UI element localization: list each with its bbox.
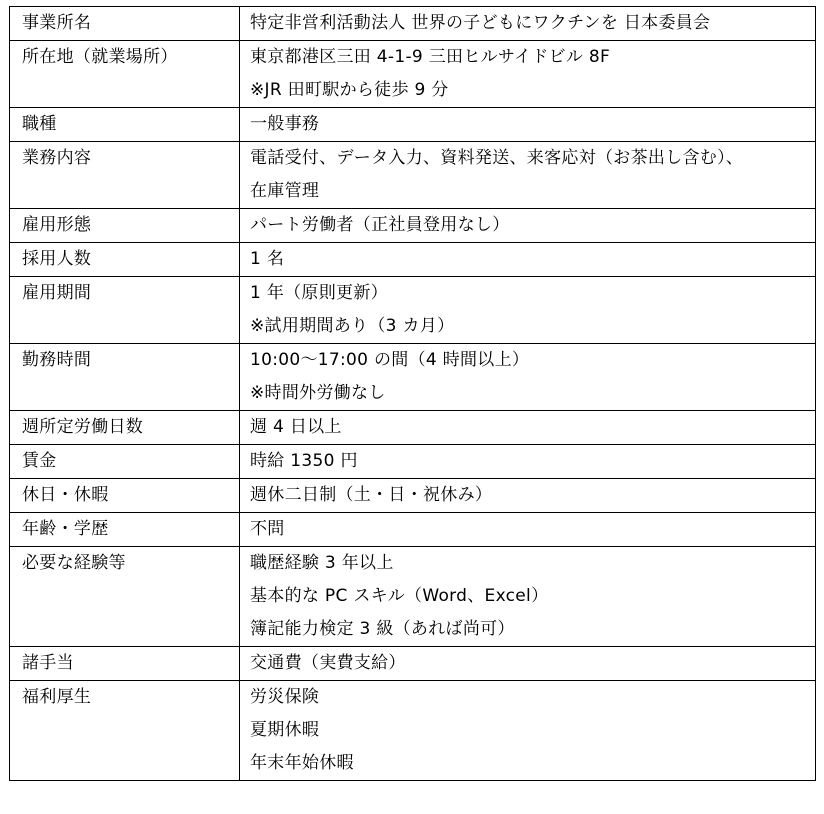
row-value-line: 東京都港区三田 4-1-9 三田ヒルサイドビル 8F <box>250 47 611 67</box>
table-row <box>10 647 816 681</box>
row-label: 業務内容 <box>22 148 92 168</box>
row-value-line: ※JR 田町駅から徒歩 9 分 <box>250 80 449 100</box>
row-value-line: 在庫管理 <box>250 181 320 201</box>
row-value-cell <box>240 445 816 479</box>
row-label-cell <box>10 41 240 108</box>
row-value-cell <box>240 7 816 41</box>
table-row <box>10 547 816 647</box>
row-label: 必要な経験等 <box>22 553 126 573</box>
row-value-line: 時給 1350 円 <box>250 451 358 471</box>
row-value-cell <box>240 479 816 513</box>
row-value-line: 職歴経験 3 年以上 <box>250 553 394 573</box>
row-label-cell <box>10 7 240 41</box>
row-value-line: 10:00～17:00 の間（4 時間以上） <box>250 350 530 370</box>
job-posting-table <box>9 6 816 781</box>
row-value-line: ※試用期間あり（3 カ月） <box>250 316 455 336</box>
row-label: 年齢・学歴 <box>22 519 109 539</box>
table-row <box>10 479 816 513</box>
row-label-cell <box>10 479 240 513</box>
table-row <box>10 445 816 479</box>
table-row <box>10 209 816 243</box>
row-label: 勤務時間 <box>22 350 92 370</box>
row-value-line: 基本的な PC スキル（Word、Excel） <box>250 586 549 606</box>
row-value-cell <box>240 647 816 681</box>
row-label-cell <box>10 344 240 411</box>
row-value-line: 夏期休暇 <box>250 720 320 740</box>
row-value-cell <box>240 209 816 243</box>
table-row <box>10 108 816 142</box>
row-value-cell <box>240 411 816 445</box>
row-label: 賃金 <box>22 451 57 471</box>
table-row <box>10 41 816 108</box>
table-row <box>10 411 816 445</box>
row-value-line: 電話受付、データ入力、資料発送、来客応対（お茶出し含む）、 <box>250 148 744 168</box>
row-value-cell <box>240 41 816 108</box>
row-value-line: 特定非営利活動法人 世界の子どもにワクチンを 日本委員会 <box>250 13 711 33</box>
row-label-cell <box>10 243 240 277</box>
row-label: 諸手当 <box>22 653 74 673</box>
row-label-cell <box>10 108 240 142</box>
row-label: 雇用期間 <box>22 283 92 303</box>
table-row <box>10 142 816 209</box>
job-posting-table-body <box>10 7 816 781</box>
table-row <box>10 7 816 41</box>
row-label-cell <box>10 411 240 445</box>
row-label: 事業所名 <box>22 13 92 33</box>
row-value-line: 簿記能力検定 3 級（あれば尚可） <box>250 619 515 639</box>
row-label-cell <box>10 681 240 781</box>
row-value-line: 不問 <box>250 519 285 539</box>
table-row <box>10 243 816 277</box>
row-label: 週所定労働日数 <box>22 417 144 437</box>
row-label: 雇用形態 <box>22 215 92 235</box>
row-value-cell <box>240 108 816 142</box>
row-value-line: ※時間外労働なし <box>250 383 386 403</box>
row-value-line: 一般事務 <box>250 114 320 134</box>
row-label: 休日・休暇 <box>22 485 109 505</box>
table-row <box>10 277 816 344</box>
row-value-line: 1 年（原則更新） <box>250 283 388 303</box>
row-value-line: 年末年始休暇 <box>250 753 354 773</box>
row-label-cell <box>10 142 240 209</box>
row-value-cell <box>240 243 816 277</box>
row-label-cell <box>10 209 240 243</box>
row-value-cell <box>240 344 816 411</box>
table-row <box>10 344 816 411</box>
row-value-cell <box>240 513 816 547</box>
table-row <box>10 513 816 547</box>
row-label-cell <box>10 547 240 647</box>
row-value-cell <box>240 142 816 209</box>
row-label: 採用人数 <box>22 249 92 269</box>
row-value-line: 週 4 日以上 <box>250 417 342 437</box>
row-label-cell <box>10 647 240 681</box>
row-label-cell <box>10 513 240 547</box>
row-label-cell <box>10 277 240 344</box>
row-value-line: 労災保険 <box>250 687 320 707</box>
row-value-cell <box>240 277 816 344</box>
row-value-line: パート労働者（正社員登用なし） <box>250 215 510 235</box>
row-label-cell <box>10 445 240 479</box>
row-value-line: 週休二日制（土・日・祝休み） <box>250 485 493 505</box>
row-value-line: 1 名 <box>250 249 285 269</box>
row-value-line: 交通費（実費支給） <box>250 653 406 673</box>
table-row <box>10 681 816 781</box>
row-label: 職種 <box>22 114 57 134</box>
row-label: 福利厚生 <box>22 687 92 707</box>
row-label: 所在地（就業場所） <box>22 47 178 67</box>
row-value-cell <box>240 681 816 781</box>
row-value-cell <box>240 547 816 647</box>
